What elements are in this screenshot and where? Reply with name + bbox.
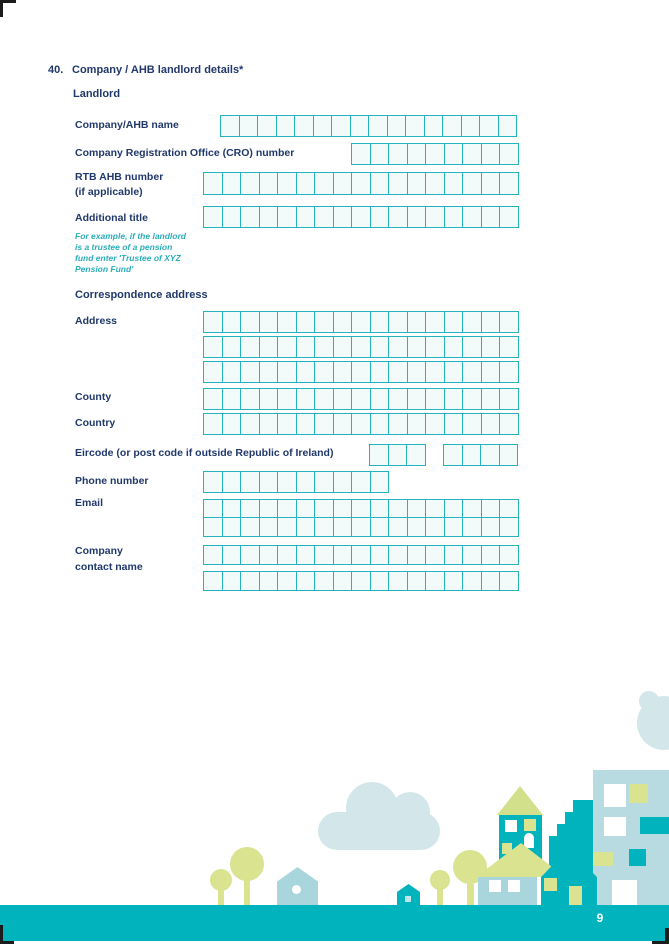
building-window-icon: [629, 784, 648, 803]
cloud-lobe-icon: [390, 792, 430, 832]
correspondence-heading: Correspondence address: [75, 289, 208, 301]
tower-roof-icon: [497, 786, 543, 815]
company-contact-input-row-2[interactable]: [203, 571, 519, 591]
house-window-icon: [544, 878, 557, 891]
cro-number-input[interactable]: [351, 143, 519, 165]
note-line-2: is a trustee of a pension: [75, 242, 173, 252]
tree-icon: [230, 847, 264, 881]
phone-number-input[interactable]: [203, 471, 389, 493]
tree-trunk-icon: [467, 884, 474, 906]
company-contact-label-line1: Company: [75, 545, 123, 557]
note-line-1: For example, if the landlord: [75, 231, 186, 241]
footer-bar: [0, 905, 669, 941]
rtb-ahb-number-label-line1: RTB AHB number: [75, 171, 164, 183]
address-input-row-3[interactable]: [203, 361, 519, 383]
address-input-row-2[interactable]: [203, 336, 519, 358]
country-input[interactable]: [203, 413, 519, 435]
company-name-label: Company/AHB name: [75, 119, 179, 131]
cloud-lobe-icon: [639, 691, 659, 711]
house-window-icon: [405, 896, 411, 902]
tower-window-icon: [505, 820, 517, 832]
company-name-input[interactable]: [220, 115, 517, 137]
crop-mark-top-left-vertical: [0, 0, 3, 17]
tree-icon: [210, 869, 232, 891]
building-window-icon: [629, 849, 646, 866]
tower-window-icon: [524, 819, 536, 831]
note-line-3: fund enter 'Trustee of XYZ: [75, 253, 181, 263]
crop-mark-bottom-right-vertical: [665, 928, 669, 944]
email-input-row-2[interactable]: [203, 517, 519, 537]
house-window-icon: [508, 880, 520, 892]
tree-trunk-icon: [437, 888, 443, 906]
additional-title-input[interactable]: [203, 206, 519, 228]
house-window-icon: [292, 885, 301, 894]
company-contact-label-line2: contact name: [75, 561, 143, 573]
additional-title-note: [75, 231, 186, 275]
country-label: Country: [75, 417, 116, 429]
additional-title-label: Additional title: [75, 212, 148, 224]
building-window-icon: [604, 817, 626, 836]
cro-number-label: Company Registration Office (CRO) number: [75, 147, 295, 159]
building-window-icon: [593, 852, 613, 866]
building-window-icon: [604, 784, 626, 807]
eircode-input-group-2[interactable]: [443, 444, 518, 466]
page-number: 9: [596, 911, 604, 925]
county-input[interactable]: [203, 388, 519, 410]
house-door-icon: [569, 886, 582, 905]
county-label: County: [75, 391, 112, 403]
building-window-icon: [612, 880, 637, 905]
phone-number-label: Phone number: [75, 475, 149, 487]
tree-trunk-icon: [244, 878, 250, 906]
company-contact-input-row-1[interactable]: [203, 545, 519, 565]
question-number: 40.: [48, 64, 64, 76]
address-label: Address: [75, 315, 118, 327]
note-line-4: Pension Fund': [75, 264, 134, 274]
rtb-ahb-number-label-line2: (if applicable): [75, 186, 143, 198]
address-input-row-1[interactable]: [203, 311, 519, 333]
tree-icon: [430, 870, 450, 890]
rtb-ahb-number-input[interactable]: [203, 172, 519, 195]
house-window-icon: [489, 880, 501, 892]
email-label: Email: [75, 497, 104, 509]
eircode-label: Eircode (or post code if outside Republic of Ireland): [75, 447, 334, 459]
question-title: Company / AHB landlord details*: [72, 64, 244, 76]
crop-mark-bottom-left-vertical: [0, 925, 3, 944]
eircode-input-group-1[interactable]: [369, 444, 426, 466]
landlord-heading: Landlord: [73, 88, 121, 100]
building-window-icon: [640, 817, 669, 834]
email-input-row-1[interactable]: [203, 499, 519, 518]
